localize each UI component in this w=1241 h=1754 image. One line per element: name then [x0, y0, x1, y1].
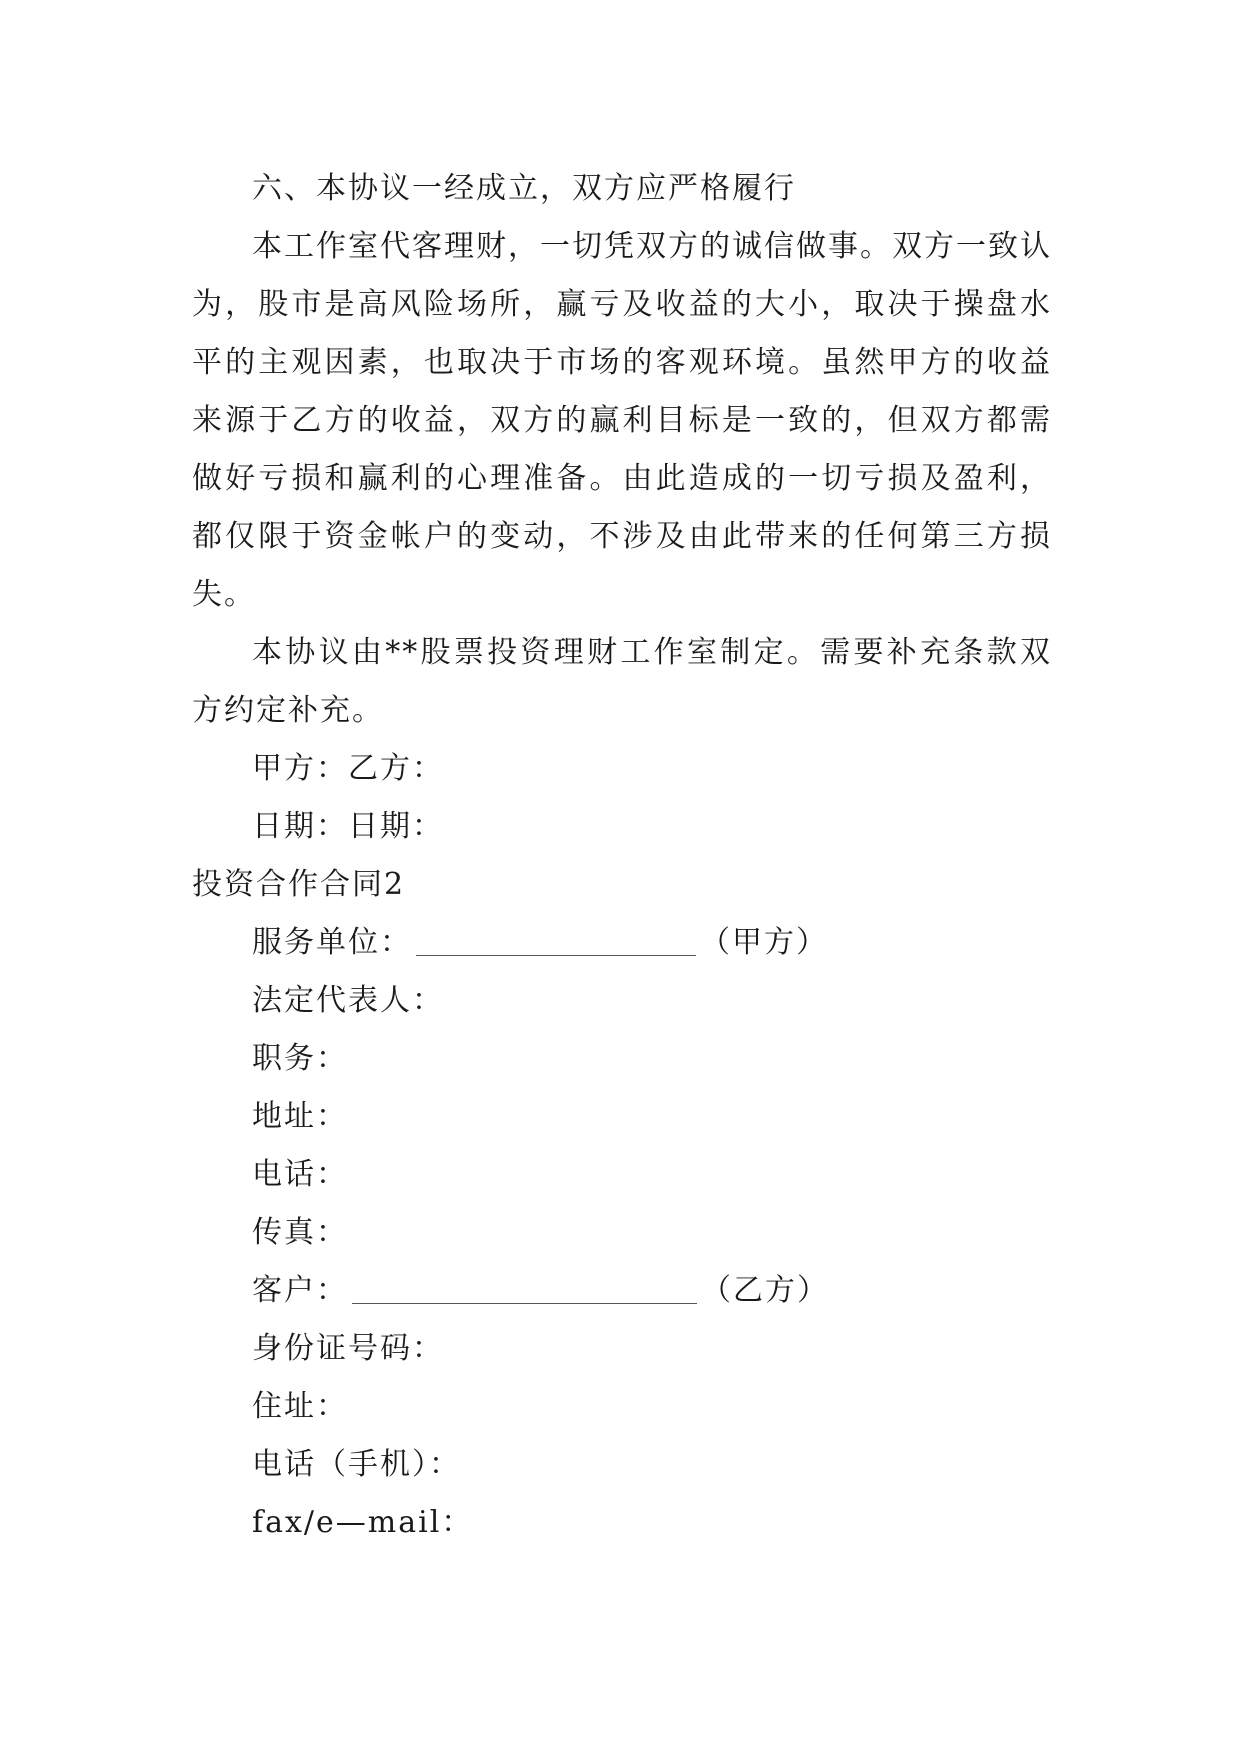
- fax-field: 传真：: [252, 1215, 348, 1250]
- legal-representative-field: 法定代表人：: [252, 983, 444, 1018]
- service-unit-suffix: （甲方）: [700, 925, 828, 960]
- mobile-field: 电话（手机）：: [252, 1447, 461, 1482]
- signature-dates: 日期：日期：: [252, 809, 444, 844]
- signature-parties: 甲方：乙方：: [252, 751, 444, 786]
- phone-field: 电话：: [252, 1157, 348, 1192]
- client-suffix: （乙方）: [701, 1273, 829, 1308]
- service-unit-row: [192, 914, 1052, 972]
- client-row: [192, 1262, 1052, 1320]
- section-heading: 六、本协议一经成立，双方应严格履行: [252, 171, 796, 206]
- document-body: [192, 160, 1052, 1552]
- service-unit-blank: [416, 927, 696, 956]
- paragraph-disclaimer: 本工作室代客理财，一切凭双方的诚信做事。双方一致认为，股市是高风险场所，赢亏及收益的大小，取决于操盘水平的主观因素，也取决于市场的客观环境。虽然甲方的收益来源于乙方的收益，双方的赢利目标是一致的，但双方都需做好亏损和赢利的心理准备。由此造成的一切亏损及盈利，都仅限于资金帐户的变动，不涉及由此带来的任何第三方损失。: [192, 229, 1052, 612]
- fax-email-field: fax/e—mail：: [252, 1505, 474, 1540]
- client-blank: [352, 1275, 697, 1304]
- contract-title: 投资合作合同2: [192, 867, 406, 902]
- client-label: 客户：: [252, 1273, 348, 1308]
- position-field: 职务：: [252, 1041, 348, 1076]
- id-number-field: 身份证号码：: [252, 1331, 444, 1366]
- service-unit-label: 服务单位：: [252, 925, 412, 960]
- address-field: 地址：: [252, 1099, 348, 1134]
- paragraph-drafted-by: 本协议由**股票投资理财工作室制定。需要补充条款双方约定补充。: [192, 635, 1052, 728]
- residence-field: 住址：: [252, 1389, 348, 1424]
